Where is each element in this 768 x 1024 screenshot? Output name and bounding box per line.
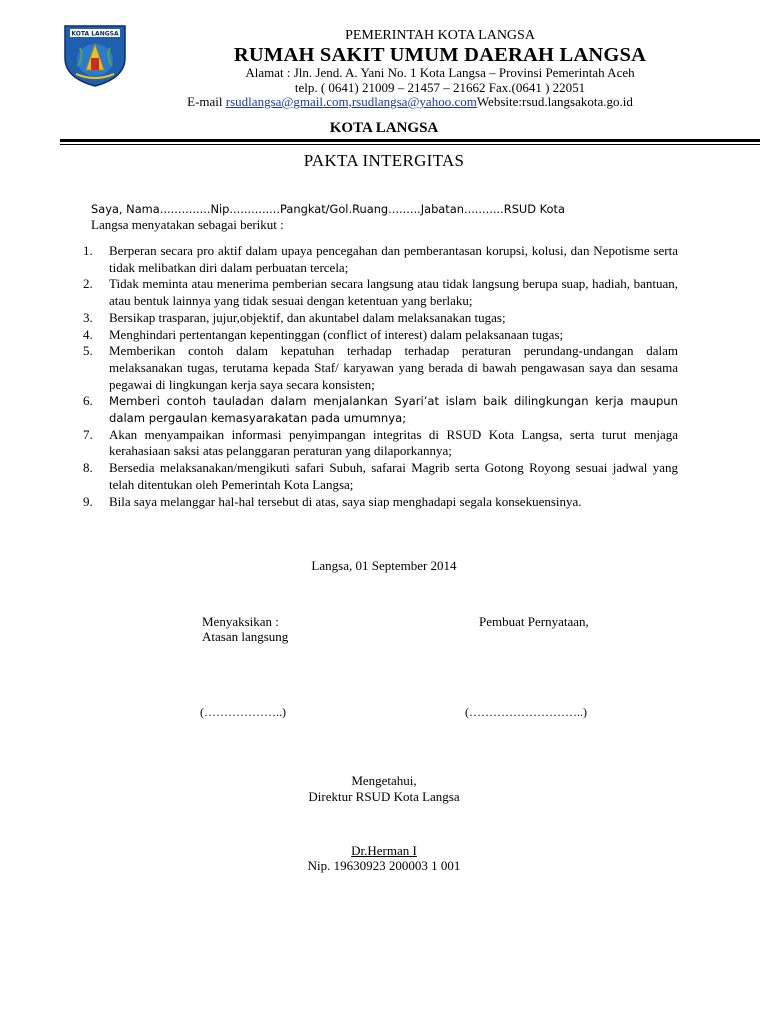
- director-title: Direktur RSUD Kota Langsa: [308, 789, 460, 804]
- hospital-name: RUMAH SAKIT UMUM DAERAH LANGSA: [233, 44, 647, 66]
- item-number: 7.: [83, 426, 93, 442]
- witness-label: Menyaksikan :: [202, 614, 279, 629]
- government-name: PEMERINTAH KOTA LANGSA: [345, 28, 535, 43]
- phone-line: telp. ( 0641) 21009 – 21457 – 21662 Fax.(0641 ) 22051: [294, 80, 586, 95]
- list-item: [83, 393, 678, 426]
- item-number: 1.: [83, 243, 93, 258]
- place-date: Langsa, 01 September 2014: [311, 558, 457, 573]
- address-line: Alamat : Jln. Jend. A. Yani No. 1 Kota Langsa – Provinsi Pemerintah Aceh: [245, 65, 635, 80]
- item-text: Berperan secara pro aktif dalam upaya pencegahan dan pemberantasan korupsi, kolusi, dan Nepotisme serta tidak melibatkan diri dalam perbuatan tercela;: [109, 243, 678, 275]
- list-item: [83, 460, 678, 493]
- director-name: Dr.Herman I: [351, 843, 417, 858]
- divider-thin: [60, 144, 760, 145]
- pledge-list: [83, 243, 678, 510]
- item-number: 3.: [83, 309, 93, 325]
- signature-line-left: (………………..): [200, 705, 286, 719]
- list-item: [83, 243, 678, 276]
- item-text: Bersedia melaksanakan/mengikuti safari Subuh, safarai Magrib serta Gotong Royong sesuai jadwal yang telah ditentukan oleh Pemerintah Kota Langsa;: [109, 460, 678, 492]
- item-text: Bersikap trasparan, jujur,objektif, dan akuntabel dalam melaksanakan tugas;: [109, 309, 506, 325]
- item-text: Memberikan contoh dalam kepatuhan terhadap terhadap peraturan perundang-undangan dalam melaksanakan tugas, terutama kepada Staf/ karyawan yang berada di bawah pengawasan saya dan sesama pegawai di lingkungan kerja saya secara konsisten;: [109, 343, 678, 392]
- city-heading: KOTA LANGSA: [329, 120, 439, 136]
- item-number: 4.: [83, 326, 93, 342]
- contact-line: [60, 94, 760, 110]
- list-item: [83, 327, 678, 344]
- item-text: Akan menyampaikan informasi penyimpangan integritas di RSUD Kota Langsa, serta turut menjaga kerahasiaan saksi atas pelanggaran peraturan yang dilaporkannya;: [109, 426, 678, 459]
- item-text: Memberi contoh tauladan dalam menjalankan Syari’at islam baik dilingkungan kerja maupun dalam pergaulan kemasyarakatan pada umumnya;: [109, 394, 678, 426]
- signature-line-right: (………………………..): [465, 705, 587, 719]
- item-number: 9.: [83, 493, 93, 509]
- item-text: Bila saya melanggar hal-hal tersebut di atas, saya siap menghadapi segala konsekuensinya.: [109, 493, 582, 509]
- divider-thick: [60, 139, 760, 142]
- director-nip: Nip. 19630923 200003 1 001: [307, 858, 461, 873]
- list-item: [83, 427, 678, 460]
- intro-line-1: Saya, Nama..............Nip..............Pangkat/Gol.Ruang.........Jabatan...........RSUD Kota: [91, 202, 565, 216]
- item-number: 5.: [83, 343, 93, 359]
- item-number: 2.: [83, 276, 93, 292]
- document-title: PAKTA INTERGITAS: [303, 151, 465, 170]
- item-number: 8.: [83, 460, 93, 476]
- list-item: [83, 343, 678, 393]
- acknowledgement-block: [0, 773, 768, 805]
- list-item: [83, 494, 678, 511]
- item-text: Menghindari pertentangan kepentinggan (conflict of interest) dalam pelaksanaan tugas;: [109, 326, 564, 342]
- maker-label: Pembuat Pernyataan,: [479, 614, 589, 629]
- logo-banner-text: KOTA LANGSA: [71, 30, 119, 38]
- acknowledge-label: Mengetahui,: [351, 773, 417, 788]
- email-label: E-mail: [187, 94, 226, 109]
- list-item: [83, 276, 678, 309]
- kota-langsa-logo: [62, 22, 128, 88]
- item-text: Tidak meminta atau menerima pemberian secara langsung atau tidak langsung berupa suap, hadiah, bantuan, atau bentuk lainnya yang tidak sesuai dengan ketentuan yang berlaku;: [109, 276, 678, 309]
- item-number: 6.: [83, 393, 93, 409]
- website-text: Website:rsud.langsakota.go.id: [476, 94, 633, 109]
- witness-block: [202, 614, 288, 644]
- list-item: [83, 310, 678, 327]
- witness-role: Atasan langsung: [202, 629, 289, 644]
- intro-line-2: Langsa menyatakan sebagai berikut :: [91, 217, 284, 232]
- email-link[interactable]: rsudlangsa@gmail.com,rsudlangsa@yahoo.com: [225, 94, 477, 109]
